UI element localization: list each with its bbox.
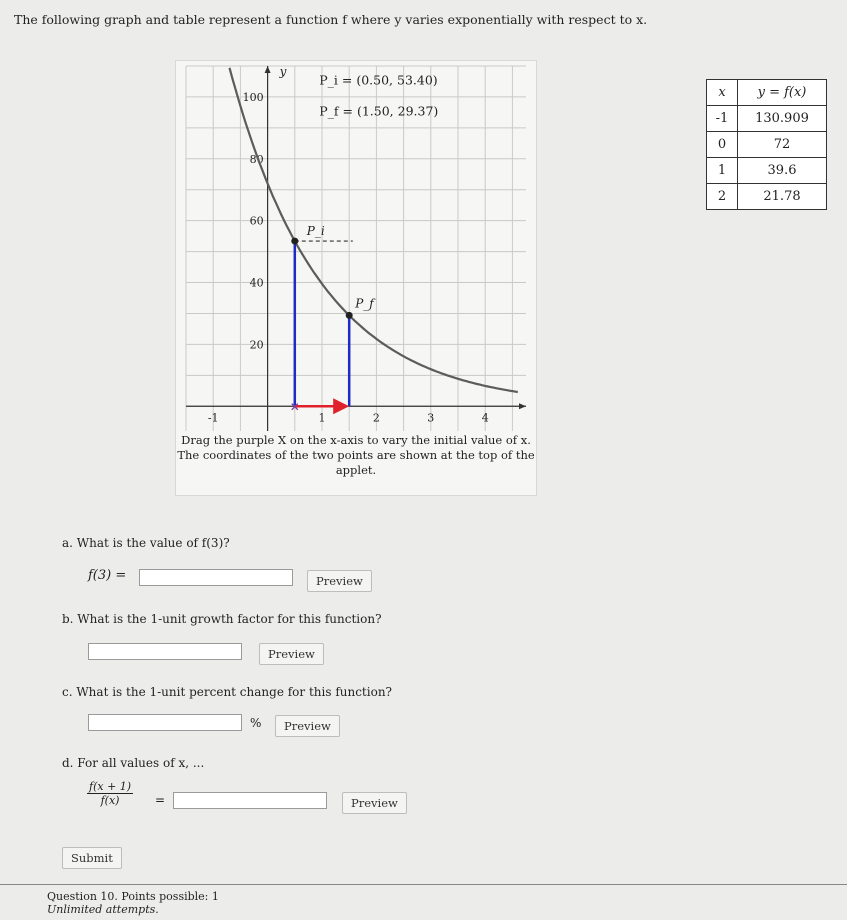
y-axis-arrow — [265, 66, 271, 73]
graph-applet[interactable] — [175, 60, 537, 496]
problem-intro: The following graph and table represent a function f where y varies exponentially with respect to x. — [14, 12, 648, 27]
question-b-text: b. What is the 1-unit growth factor for this function? — [62, 612, 382, 626]
preview-a-button[interactable]: Preview — [307, 570, 372, 592]
y-tick-label: 60 — [249, 214, 264, 228]
table-cell-x: 0 — [707, 132, 738, 158]
ratio-numerator: f(x + 1) — [89, 780, 132, 793]
table-cell-y: 39.6 — [738, 158, 827, 184]
ratio-equals: = — [155, 793, 166, 807]
delta-x-arrowhead — [333, 398, 349, 414]
table-row — [707, 132, 827, 158]
preview-c-button[interactable]: Preview — [275, 715, 340, 737]
x-axis-arrow — [519, 403, 526, 409]
x-tick-label: 1 — [318, 411, 326, 425]
ratio-fraction — [87, 780, 133, 807]
table-cell-y: 130.909 — [738, 106, 827, 132]
table-cell-x: -1 — [707, 106, 738, 132]
drag-handle-x[interactable]: × — [289, 399, 300, 414]
final-point-label: P_f — [355, 296, 374, 311]
answer-b-input[interactable] — [88, 643, 242, 660]
preview-b-button[interactable]: Preview — [259, 643, 324, 665]
question-a-lhs: f(3) = — [88, 568, 127, 583]
question-points: Question 10. Points possible: 1 — [47, 890, 219, 903]
y-tick-label: 20 — [249, 338, 264, 352]
table-row — [707, 158, 827, 184]
table-header-y: y = f(x) — [738, 80, 827, 106]
applet-caption: Drag the purple X on the x-axis to vary the initial value of x. The coordinates of the two points are shown at the top of the applet. — [177, 433, 535, 477]
question-footer — [0, 884, 847, 916]
attempts-info: Unlimited attempts. — [47, 903, 159, 916]
question-c-text: c. What is the 1-unit percent change for this function? — [62, 685, 392, 699]
initial-point-label: P_i — [306, 224, 325, 239]
table-row — [707, 106, 827, 132]
initial-point — [291, 238, 298, 245]
final-point — [346, 312, 353, 319]
function-table — [706, 79, 827, 210]
answer-d-input[interactable] — [173, 792, 327, 809]
table-cell-x: 1 — [707, 158, 738, 184]
y-tick-label: 80 — [249, 152, 264, 166]
percent-sign: % — [250, 716, 262, 730]
table-cell-y: 72 — [738, 132, 827, 158]
y-axis-label: y — [279, 64, 287, 79]
answer-a-input[interactable] — [139, 569, 293, 586]
table-header-x: x — [707, 80, 738, 106]
answer-c-input[interactable] — [88, 714, 242, 731]
x-tick-label: 3 — [427, 411, 435, 425]
exponential-graph[interactable] — [176, 61, 536, 433]
table-row — [707, 184, 827, 210]
table-cell-y: 21.78 — [738, 184, 827, 210]
initial-point-readout: P_i = (0.50, 53.40) — [319, 72, 438, 88]
submit-button[interactable]: Submit — [62, 847, 122, 869]
ratio-denominator: f(x) — [100, 794, 120, 807]
final-point-readout: P_f = (1.50, 29.37) — [319, 103, 439, 119]
preview-d-button[interactable]: Preview — [342, 792, 407, 814]
x-tick-label: 2 — [372, 411, 380, 425]
table-cell-x: 2 — [707, 184, 738, 210]
x-tick-label: 4 — [481, 411, 489, 425]
question-a-text: a. What is the value of f(3)? — [62, 536, 230, 550]
y-tick-label: 40 — [249, 276, 264, 290]
question-d-text: d. For all values of x, ... — [62, 756, 205, 770]
x-tick-label: -1 — [207, 411, 219, 425]
y-tick-label: 100 — [242, 90, 264, 104]
